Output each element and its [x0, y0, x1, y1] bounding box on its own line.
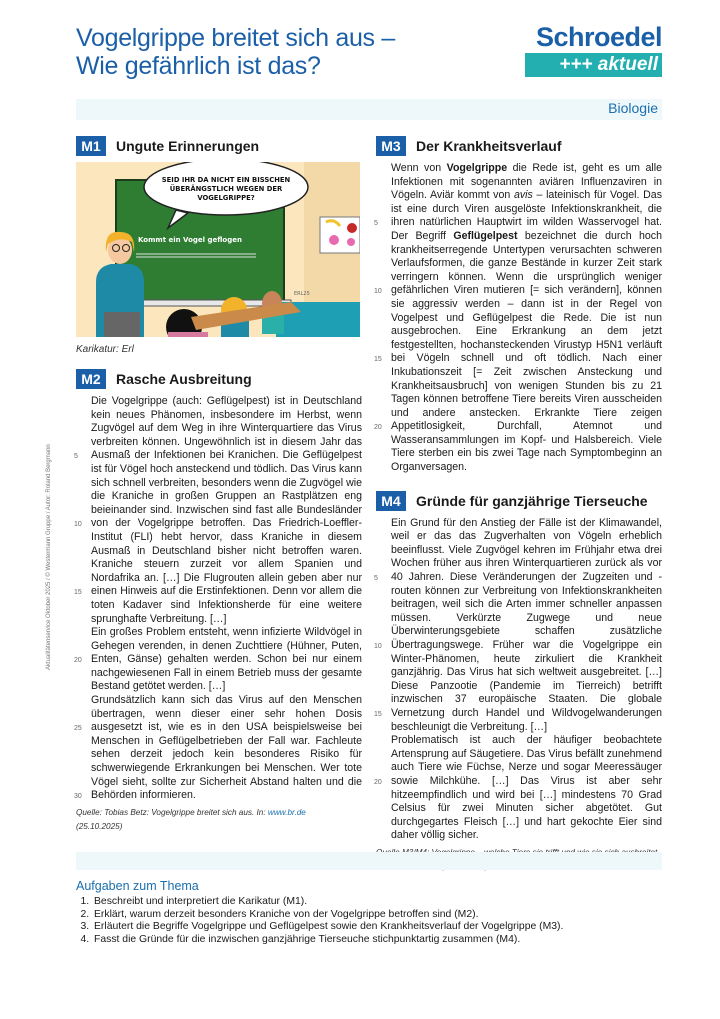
m3-text: Wenn von [391, 162, 447, 174]
board-text: Kommt ein Vogel geflogen [138, 236, 242, 244]
material-m4 [376, 491, 662, 874]
line-number: 5 [374, 220, 378, 227]
line-number: 15 [374, 356, 382, 363]
tasks-divider-bar [76, 852, 662, 870]
logo-tag: +++ aktuell [525, 53, 662, 77]
m2-source [76, 806, 362, 834]
task-item: 1. Beschreibt und interpretiert die Karikatur (M1). [92, 896, 676, 909]
m3-header [376, 136, 662, 156]
m4-paragraph: Ein Grund für den Anstieg der Fälle ist der Klimawandel, weil er das das Zugverhalten von Vögeln erheblich beeinflusst. Viele Zugvögel kehren im Frühjahr etwa drei Wochen früher aus ihren Winterquartieren zurück als vor 40 Jahren. Diese Veränderungen der Zugzeiten und -routen können zur Verbreitung von Infektionskrankheiten beitragen, weil sich die Arten immer schneller anpassen müssen. Verkürzte Zugwege und neue Überwinterungsgebiete schaffen zusätzliche Übertragungswege. Früher war die Vogelgrippe ein Winter-Phänomen, heute zirkuliert die Krankheit ganzjährig. Das Virus hat sich weltweit ausgebreitet. […] Diese Panzootie (Pandemie im Tierreich) betrifft inzwischen 37 europäische Staaten. Die globale Vernetzung durch Handel und Wildvogelwanderungen beschleunigt die Verbreitung. […] [391, 516, 662, 733]
schroedel-logo [525, 22, 662, 77]
m2-paragraph: Ein großes Problem entsteht, wenn infizierte Wildvögel in Gehegen verenden, in denen Zuchttiere (Hühner, Puten, Enten, Gänse) gehalten werden. Schon bei nur einem nachgewiesenen Fall in einem Betrieb muss der gesamte Bestand getötet werden. […] [91, 626, 362, 693]
page-title [76, 24, 496, 80]
m4-paragraph: Problematisch ist auch der häufiger beobachtete Artensprung auf Säugetiere. Das Virus befällt zunehmend auch Tiere wie Füchse, Nerze und sogar Meeressäuger sowie Milchkühe. […] Das Virus ist aber sehr hitzeempfindlich und wird bei […] mindestens 70 Grad Celsius für zwei Minuten sicher abgetötet. Gut durchgegartes Fleisch […] und hart gekochte Eier sind daher völlig sicher. [391, 734, 662, 842]
speech-line-3: VOGELGRIPPE? [197, 194, 255, 202]
cartoon-signature: ERL25 [294, 291, 310, 297]
m1-header [76, 136, 362, 156]
copyright-text: Aktualitätenservice Oktober 2025 / © Westermann Gruppe / Autor: Roland Bergmann [46, 444, 52, 670]
m4-badge: M4 [376, 491, 406, 511]
material-m1 [76, 136, 362, 355]
m2-source-date: (25.10.2025) [76, 821, 123, 831]
line-number: 15 [74, 589, 82, 596]
subject-bar [76, 99, 662, 120]
m1-badge: M1 [76, 136, 106, 156]
title-line-1: Vogelgrippe breitet sich aus – [76, 24, 395, 52]
subject-label: Biologie [608, 100, 658, 116]
line-number: 20 [374, 778, 382, 786]
line-number: 30 [74, 793, 82, 800]
task-item: 2. Erklärt, warum derzeit besonders Kraniche von der Vogelgrippe betroffen sind (M2). [92, 909, 676, 922]
term-gefluegelpest: Geflügelpest [453, 229, 518, 242]
m4-header [376, 491, 662, 511]
m1-title: Ungute Erinnerungen [116, 138, 260, 154]
m2-body [74, 395, 362, 803]
line-number: 10 [374, 288, 382, 295]
material-m2 [76, 369, 362, 834]
m2-badge: M2 [76, 369, 106, 389]
task-item: 3. Erläutert die Begriffe Vogelgrippe und Geflügelpest sowie den Krankheitsverlauf der Vogelgrippe (M3). [92, 921, 676, 934]
m2-paragraph: Die Vogelgrippe (auch: Geflügelpest) ist in Deutschland kein neues Phänomen, insbesondere im Herbst, wenn Zugvögel auf dem Weg in ihre Winterquartiere das Virus verbreiten können. Ungewöhnlich ist in diesem Jahr das Ausmaß der Infektionen bei Kranichen. Die Geflügelpest ist für Vögel hoch ansteckend und tödlich. Das Virus kann sich schnell verbreiten, besonders wenn die Zugvögel wie die Kraniche in großen Gruppen an Rastplätzen eng beieinander sind. Inzwischen sind fast alle Bundesländer von der Vogelgrippe betroffen. Das Friedrich-Loeffler-Institut (FLI) hebt hervor, dass Kraniche in diesem Ausmaß in Deutschland bisher nicht betroffen waren. Kraniche steuern zurzeit vor allem Spanien und Nordafrika an. […] Die Flugrouten allein geben aber nur einen Hinweis auf die Erstinfektionen. Denn vor allem die toten Kadaver sind Infektionsherde für eine weitere sprunghafte Verbreitung. […] [91, 395, 362, 625]
line-number: 15 [374, 710, 382, 718]
logo-name: Schroedel [535, 22, 662, 52]
m2-source-link[interactable]: www.br.de [267, 807, 306, 817]
right-column [376, 136, 662, 874]
tasks-section [76, 879, 676, 946]
m3-text: – lateinisch für Vogel. Das ist eine durch Viren ausgelöste Infektionskrankheit, die ihren natürlichen Hauptwirt im wilden Wasservogel hat. Der Begriff [391, 189, 662, 242]
line-number: 25 [74, 725, 82, 732]
cartoon-image [76, 162, 360, 337]
m4-body [374, 516, 662, 843]
line-number: 10 [74, 521, 82, 528]
m3-badge: M3 [376, 136, 406, 156]
line-number: 5 [74, 453, 78, 460]
line-number: 5 [374, 574, 378, 582]
m3-title: Der Krankheitsverlauf [416, 138, 562, 154]
cartoon-illustration [76, 162, 360, 337]
tasks-heading: Aufgaben zum Thema [76, 879, 199, 893]
wall-picture [320, 217, 360, 253]
left-column [76, 136, 362, 834]
m3-paragraph [391, 162, 662, 475]
m2-title: Rasche Ausbreitung [116, 371, 252, 387]
m2-paragraph: Grundsätzlich kann sich das Virus auf den Menschen übertragen, wenn dieser einer sehr hohen Dosis ausgesetzt ist, wie es in den USA beispielsweise bei Menschen in Geflügelbetrieben der Fall war. Fachleute sehen derzeit jedoch kein besonderes Risiko für schwerwiegende Erkrankungen bei Menschen. Wer tote Vögel sieht, sollte zur Sicherheit Abstand halten und die Behörden informieren. [91, 694, 362, 802]
title-line-2: Wie gefährlich ist das? [76, 52, 321, 80]
line-number: 20 [374, 424, 382, 431]
task-item: 4. Fasst die Gründe für die inzwischen ganzjährige Tierseuche stichpunktartig zusammen (M4). [92, 934, 676, 947]
m1-caption: Karikatur: Erl [76, 344, 134, 355]
m4-title: Gründe für ganzjährige Tierseuche [416, 492, 648, 509]
speech-line-1: SEID IHR DA NICHT EIN BISSCHEN [161, 176, 291, 184]
m2-source-text: Quelle: Tobias Betz: Vogelgrippe breitet sich aus. In: [76, 807, 268, 817]
copyright-note [46, 330, 66, 670]
m3-text: bezeichnet die durch hoch krankheitserregende Untertypen verursachten schweren Verlaufsformen, die ganze Bestände in kurzer Zeit stark verringern können. Wenn die ursprünglich weniger gefährlichen Viren mutieren [= sich verändern], können sie aggressiv werden – dann ist in der Regel von Vogelpest und Geflügelpest die Rede. Die ist nun ausgebrochen. Eine Erkrankung an dem jetzt festgestellten, hochansteckenden Virustyp H5N1 verläuft bei Vögeln schnell und oft tödlich. Nach einer Inkubationszeit [= Zeit zwischen Ansteckung und Krankheitsausbruch] von wenigen Stunden bis zu 21 Tagen können betroffene Tiere bereits Viren ausscheiden und andere anstecken. Erkrankte Tiere zeigen Appetitlosigkeit, Durchfall, Atemnot und Wasseransammlungen im Kopf- und Halsbereich. Viele Tiere sterben ein bis zwei Tage nach Symptombeginn an Organversagen. [391, 229, 662, 474]
material-m3 [376, 136, 662, 475]
term-avis: avis [513, 189, 533, 202]
tasks-list [76, 896, 676, 946]
line-number: 10 [374, 642, 382, 650]
m2-header [76, 369, 362, 389]
m3-body [374, 162, 662, 475]
m3-text: die Rede ist, geht es um alle Infektionen mit sogenannten aviären Influenzaviren in Vögeln. Aviär kommt von [391, 162, 662, 202]
speech-line-2: ÜBERÄNGSTLICH WEGEN DER [169, 185, 283, 193]
term-vogelgrippe: Vogelgrippe [446, 162, 508, 174]
line-number: 20 [74, 657, 82, 664]
